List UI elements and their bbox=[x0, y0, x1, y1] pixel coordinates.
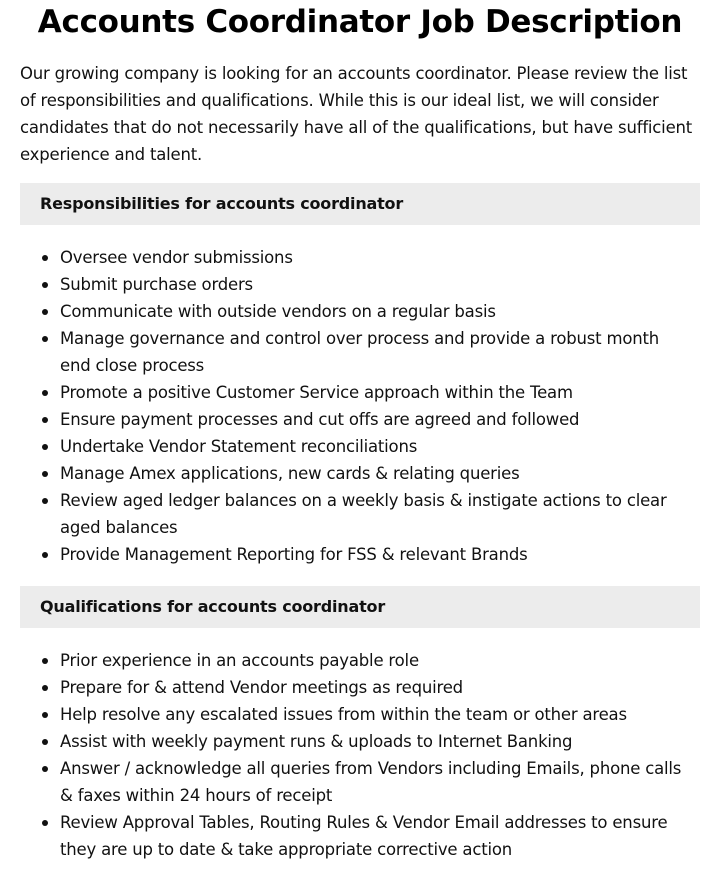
bullet-icon bbox=[42, 282, 48, 288]
bullet-icon bbox=[42, 739, 48, 745]
list-item-text: Provide Management Reporting for FSS & relevant Brands bbox=[60, 545, 528, 564]
list-item bbox=[60, 674, 700, 701]
bullet-icon bbox=[42, 552, 48, 558]
bullet-icon bbox=[42, 766, 48, 772]
list-item bbox=[60, 809, 700, 863]
bullet-icon bbox=[42, 255, 48, 261]
list-item bbox=[60, 647, 700, 674]
list-item-text: Oversee vendor submissions bbox=[60, 248, 293, 267]
list-item-text: Ensure payment processes and cut offs are agreed and followed bbox=[60, 410, 580, 429]
bullet-icon bbox=[42, 309, 48, 315]
list-item bbox=[60, 325, 700, 379]
page-title: Accounts Coordinator Job Description bbox=[37, 4, 683, 40]
list-item bbox=[60, 298, 700, 325]
list-item-text: Review Approval Tables, Routing Rules & Vendor Email addresses to ensure they are up to date & take appropriate corrective action bbox=[60, 813, 668, 859]
list-item-text: Manage Amex applications, new cards & relating queries bbox=[60, 464, 520, 483]
bullet-icon bbox=[42, 444, 48, 450]
list-item bbox=[60, 701, 700, 728]
list-item-text: Help resolve any escalated issues from within the team or other areas bbox=[60, 705, 627, 724]
bullet-icon bbox=[42, 820, 48, 826]
list-item bbox=[60, 541, 700, 568]
bullet-icon bbox=[42, 336, 48, 342]
qualifications-heading: Qualifications for accounts coordinator bbox=[20, 586, 700, 628]
bullet-icon bbox=[42, 471, 48, 477]
list-item bbox=[60, 487, 700, 541]
list-item-text: Answer / acknowledge all queries from Vendors including Emails, phone calls & faxes within 24 hours of receipt bbox=[60, 759, 682, 805]
list-item-text: Submit purchase orders bbox=[60, 275, 253, 294]
list-item-text: Prior experience in an accounts payable role bbox=[60, 651, 419, 670]
bullet-icon bbox=[42, 417, 48, 423]
list-item-text: Promote a positive Customer Service approach within the Team bbox=[60, 383, 573, 402]
bullet-icon bbox=[42, 712, 48, 718]
list-item bbox=[60, 244, 700, 271]
list-item-text: Review aged ledger balances on a weekly basis & instigate actions to clear aged balances bbox=[60, 491, 667, 537]
list-item-text: Undertake Vendor Statement reconciliations bbox=[60, 437, 418, 456]
list-item bbox=[60, 728, 700, 755]
list-item bbox=[60, 460, 700, 487]
bullet-icon bbox=[42, 658, 48, 664]
bullet-icon bbox=[42, 390, 48, 396]
qualifications-list bbox=[20, 647, 700, 863]
responsibilities-heading: Responsibilities for accounts coordinator bbox=[20, 183, 700, 225]
list-item-text: Communicate with outside vendors on a regular basis bbox=[60, 302, 496, 321]
list-item-text: Prepare for & attend Vendor meetings as required bbox=[60, 678, 463, 697]
list-item bbox=[60, 433, 700, 460]
intro-paragraph: Our growing company is looking for an accounts coordinator. Please review the list of responsibilities and qualifications. While this is our ideal list, we will consider candidates that do not necessarily have all of the qualifications, but have sufficient experience and talent. bbox=[20, 64, 693, 164]
list-item bbox=[60, 406, 700, 433]
responsibilities-list bbox=[20, 244, 700, 568]
bullet-icon bbox=[42, 685, 48, 691]
list-item bbox=[60, 755, 700, 809]
bullet-icon bbox=[42, 498, 48, 504]
list-item-text: Assist with weekly payment runs & uploads to Internet Banking bbox=[60, 732, 573, 751]
list-item-text: Manage governance and control over process and provide a robust month end close process bbox=[60, 329, 660, 375]
list-item bbox=[60, 379, 700, 406]
list-item bbox=[60, 271, 700, 298]
